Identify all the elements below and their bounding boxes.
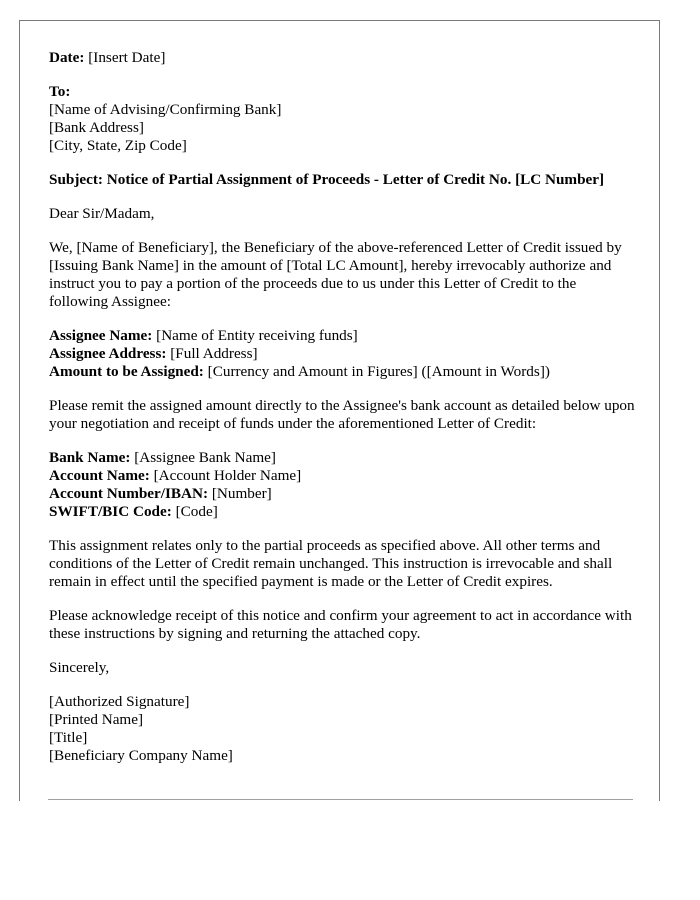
recipient-city-state-zip: [City, State, Zip Code]	[49, 137, 187, 154]
subject-text: Subject: Notice of Partial Assignment of Proceeds - Letter of Credit No. [LC Number]	[49, 171, 605, 188]
salutation: Dear Sir/Madam,	[49, 205, 155, 222]
beneficiary-company-name: [Beneficiary Company Name]	[49, 747, 233, 764]
recipient-label: To:	[49, 83, 71, 100]
letter-content	[49, 49, 639, 781]
letter-page	[19, 20, 660, 801]
assigned-amount-label: Amount to be Assigned:	[49, 363, 204, 380]
authorized-signature: [Authorized Signature]	[49, 693, 190, 710]
date-label: Date:	[49, 49, 85, 66]
signature-block	[49, 693, 639, 765]
bank-name-label: Bank Name:	[49, 449, 131, 466]
acknowledge-paragraph: Please acknowledge receipt of this notice and confirm your agreement to act in accordance with these instructions by signing and returning the attached copy.	[49, 607, 632, 642]
assignee-name-line	[49, 327, 639, 345]
swift-code-line	[49, 503, 639, 521]
account-name-value: [Account Holder Name]	[149, 467, 302, 484]
assigned-amount-line	[49, 363, 639, 381]
date-line	[49, 49, 639, 67]
assignee-address-label: Assignee Address:	[49, 345, 167, 362]
assigned-amount-value: [Currency and Amount in Figures] ([Amount in Words])	[203, 363, 550, 380]
recipient-bank-name: [Name of Advising/Confirming Bank]	[49, 101, 282, 118]
printed-name: [Printed Name]	[49, 711, 144, 728]
recipient-bank-address: [Bank Address]	[49, 119, 144, 136]
assignee-name-value: [Name of Entity receiving funds]	[152, 327, 358, 344]
bottom-divider	[48, 799, 633, 800]
account-name-label: Account Name:	[49, 467, 150, 484]
account-number-line	[49, 485, 639, 503]
bank-name-line	[49, 449, 639, 467]
assignee-address-line	[49, 345, 639, 363]
swift-code-label: SWIFT/BIC Code:	[49, 503, 172, 520]
account-number-value: [Number]	[208, 485, 272, 502]
closing: Sincerely,	[49, 659, 110, 676]
account-name-line	[49, 467, 639, 485]
remit-instruction-paragraph: Please remit the assigned amount directly to the Assignee's bank account as detailed below upon your negotiation and receipt of funds under the aforementioned Letter of Credit:	[49, 397, 635, 432]
recipient-block	[49, 83, 639, 155]
bank-name-value: [Assignee Bank Name]	[130, 449, 276, 466]
assignee-name-label: Assignee Name:	[49, 327, 153, 344]
scope-paragraph: This assignment relates only to the partial proceeds as specified above. All other terms and conditions of the Letter of Credit remain unchanged. This instruction is irrevocable and shall remain in effect until the specified payment is made or the Letter of Credit expires.	[49, 537, 613, 590]
assignee-details	[49, 327, 639, 381]
signer-title: [Title]	[49, 729, 88, 746]
intro-paragraph: We, [Name of Beneficiary], the Beneficiary of the above-referenced Letter of Credit issued by [Issuing Bank Name] in the amount of [Total LC Amount], hereby irrevocably authorize and instruct you to pay a portion of the proceeds due to us under this Letter of Credit to the following Assignee:	[49, 239, 622, 310]
assignee-address-value: [Full Address]	[166, 345, 258, 362]
date-value: [Insert Date]	[84, 49, 166, 66]
swift-code-value: [Code]	[171, 503, 218, 520]
subject-line	[49, 171, 639, 189]
account-number-label: Account Number/IBAN:	[49, 485, 209, 502]
bank-details	[49, 449, 639, 521]
